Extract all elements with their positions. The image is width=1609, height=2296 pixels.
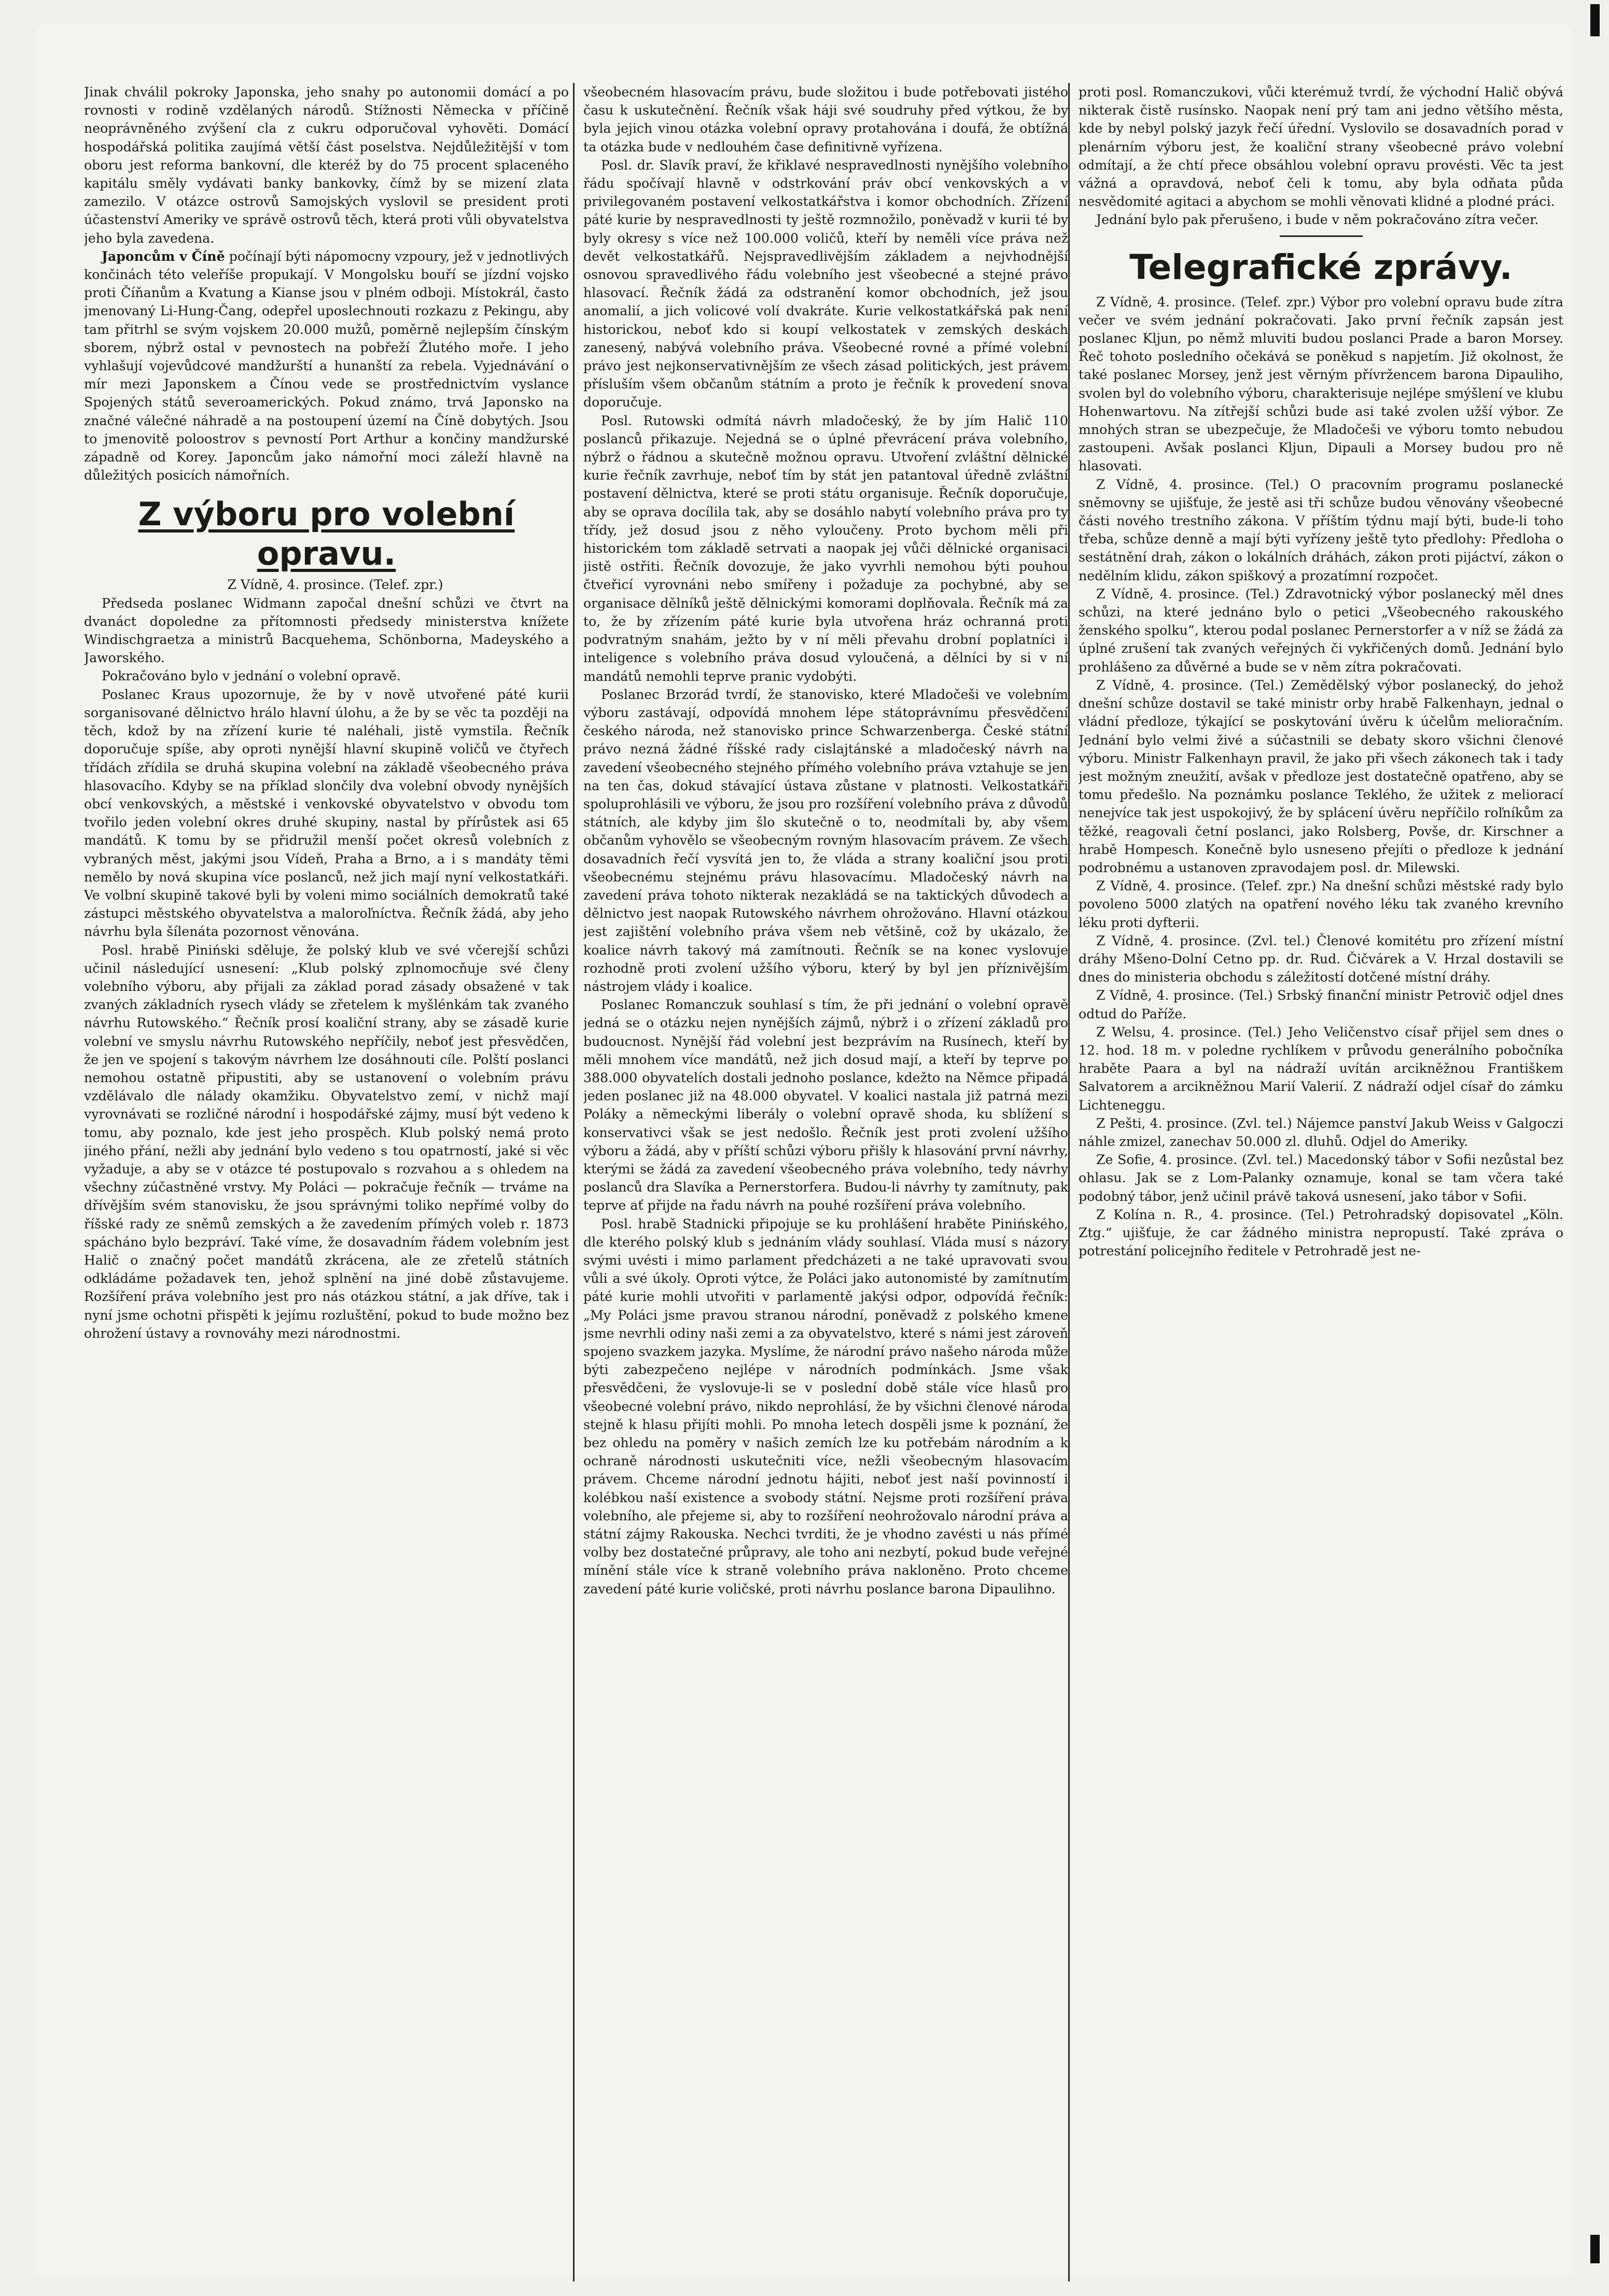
column-3	[1079, 83, 1563, 2281]
divider	[1280, 235, 1363, 237]
column-2	[583, 83, 1068, 2281]
paragraph	[84, 247, 569, 485]
paragraph: Posl. Rutowski odmítá návrh mladočeský, že by jím Halič 110 poslanců přikazuje. Nejedná se o úplné převrácení práva volebního, nýbrž o řádnou a skutečně možnou opravu. Utvoření zvláštní dělnické kurie řečník zavrhuje, neboť tím by stát jen patantoval úředně zvláštní postavení dělnictva, které se proti státu organisuje. Řečník doporučuje, aby se oprava docílila tak, aby se dosáhlo nabytí volebního práva pro ty třídy, jež dosud jsou z něho vyloučeny. Proto bychom měli při historickém tom základě setrvati a naopak jej vůči dělnické organisaci jistě ostřiti. Řečník dovozuje, že jako vyvrhli nemohou býti pouhou čtveřicí vyrovnáni nebo smířeny i požaduje za pochybné, aby se organisace dělníků ještě dělnickými komorami doplňovala. Řečník má za to, že by zřízením páté kurie byla utvořena hráz ochranná proti podvratným snahám, ježto by v ní měli převahu drobní poplatníci i inteligence s volebního práva dosud vyloučená, a dělníci by si v ní mandátů nemohli teprve pranic vydobýti.	[583, 413, 1068, 684]
dateline: Z Vídně, 4. prosince. (Telef. zpr.)	[227, 577, 443, 593]
telegram-item: Z Kolína n. R., 4. prosince. (Tel.) Petrohradský dopisovatel „Köln. Ztg.“ ujišťuje, že car žádného ministra nepropustí. Také zpráva o potrestání policejního ředitele v Petrohradě jest ne-	[1079, 1207, 1563, 1259]
paragraph: Poslanec Kraus upozornuje, že by v nově utvořené páté kurii sorganisované dělnictvo hrálo hlavní úlohu, a že by se věc ta později na těch, kdož by na zřízení kurie té naléhali, jistě vymstila. Řečník doporučuje spíše, aby oproti nynější hlavní skupině voličů ve čtyřech třídách zřídila se druhá skupina volební na základě všeobecného práva hlasovacího. Kdyby se na příklad slončily dva volební obvody nynějších obcí venkovských, a městské i venkovské obyvatelstvo v obvodu tom tvořilo jeden volební okres druhé skupiny, nastal by přírůstek asi 65 mandátů. K tomu by se přidružil menší počet okresů volebních z vybraných měst, jakými jsou Vídeň, Praha a Brno, a i s mandáty těmi nemělo by nová skupina více poslanců, než jich mají nyní velkostatkáři. Ve volbní skupině takové byli by voleni mimo sociálních demokratů také zástupci městského obyvatelstva a maloroľníctva. Řečník žádá, aby jeho návrhu byla šílenáta pozornost věnována.	[84, 687, 569, 940]
telegram-item: Z Vídně, 4. prosince. (Telef. zpr.) Na dnešní schůzi městské rady bylo povoleno 5000 zlatých na opatření nového léku tak zvaného krevního léku proti dyfterii.	[1079, 878, 1563, 930]
paragraph: Poslanec Brzorád tvrdí, že stanovisko, které Mladočeši ve volebním výboru zastávají, odpovídá mnohem lépe státoprávnímu přesvědčení českého národa, než stanovisko prince Schwarzenberga. České státní právo nezná žádné říšské rady cislajtánské a mladočeský návrh na zavedení všeobecného stejného přímého volebního práva vztahuje se jen na ten čas, dokud stávající ústava zůstane v platnosti. Velkostatkáři spoluprohlásili ve výboru, že jsou pro rozšíření volebního práva z důvodů státních, ale kdyby jim šlo skutečně o to, neodmítali by, aby všem občanům vyhovělo se všeobecným rovným hlasovacím právem. Ze všech dosavadních řečí vysvítá jen to, že vláda a strany koaliční jsou proti všeobecnému stejnému právu hlasovacímu. Mladočeský návrh na zavedení práva tohoto nikterak nezakládá se na taktických důvodech a dělnictvo jest naopak Rutowského návrhem ohrožováno. Hlavní otázkou jest zajištění volebního práva všem neb většině, což by ukázalo, že koalice návrh takový má zamítnouti. Řečník se na konec vyslovuje rozhodně proti zvolení užšího výboru, který by byl jen příznivějším nástrojem vlády i koalice.	[583, 687, 1068, 994]
paragraph: Předseda poslanec Widmann započal dnešní schůzi ve čtvrt na dvanáct dopoledne za přítomnosti předsedy ministerstva knížete Windischgraetza a ministrů Bacquehema, Schönborna, Madeyského a Jaworského.	[84, 595, 569, 666]
telegram-item: Z Vídně, 4. prosince. (Tel.) O pracovním programu poslanecké sněmovny se ujišťuje, že jestě asi tři schůze budou věnovány všeobecné části nového trestního zákona. V příštím týdnu mají býti, bude-li toho třeba, schůze denně a mají býti vyřízeny ještě tyto předlohy: Předloha o sestátnění drah, zákon o lokálních dráhách, zákon proti pijáctví, zákon o nedělním klidu, zákon spiškový a prozatímní rozpočet.	[1079, 477, 1563, 583]
paragraph-text: počínají býti nápomocny vzpoury, jež v jednotlivých končinách této veleříše propukají. V Mongolsku bouří se jízdní vojsko proti Číňanům a Kvatung a Kianse jsou v plném odboji. Místokrál, často jmenovaný Li-Hung-Čang, odepřel uposlechnouti rozkazu z Pekingu, aby tam přitrhl se svým vojskem 20.000 mužů, poměrně nejlepším čínským sborem, nýbrž ostal v pevnostech na pobřeží Žlutého moře. I jeho vyhlašují vojevůdcové mandžurští a hunanští za rebela. Vyjednávání o mír mezi Japonskem a Čínou vede se prostřednictvím vyslance Spojených států severoamerických. Pokud známo, trvá Japonsko na značné válečné náhradě a na postoupení území na Číně dobytých. Jsou to jmenovitě poloostrov s pevností Port Arthur a končiny mandžurské západně od Korey. Japoncům jako námořní moci záleží hlavně na důležitých posicích námořních.	[84, 248, 569, 483]
column-rule	[573, 83, 575, 2281]
telegram-item: Z Welsu, 4. prosince. (Tel.) Jeho Veličenstvo císař přijel sem dnes o 12. hod. 18 m. v poledne rychlíkem v průvodu generálního pobočníka hraběte Paara a byl na nádraží uvítán arcikněžnou Františkem Salvatorem a arcikněžnou Marií Valerií. Z nádraží odjel císař do zámku Lichteneggu.	[1079, 1024, 1563, 1113]
section-heading: Telegrafické zprávy.	[1129, 247, 1513, 287]
edge-mark-bottom	[1590, 2235, 1600, 2263]
column-1	[84, 83, 569, 2281]
telegram-item: Z Vídně, 4. prosince. (Tel.) Srbský finanční ministr Petrovič odjel dnes odtud do Paříže.	[1079, 988, 1563, 1021]
section-heading: Z výboru pro volební opravu.	[138, 495, 515, 573]
paragraph: Pokračováno bylo v jednání o volební opravě.	[102, 668, 401, 684]
telegram-item: Z Vídně, 4. prosince. (Tel.) Zemědělský výbor poslanecký, do jehož dnešní schůze dostavil se také ministr orby hrabě Falkenhayn, jednal o vládní předloze, týkající se poskytování úvěru k účelům melioračním. Jednání bylo velmi živé a súčastnili se debaty skoro všichni členové výboru. Ministr Falkenhayn pravil, že jako při všech zákonech tak i tady jest možným zneužití, avšak v předloze jest dostatečně opatřeno, aby se tomu předešlo. Na poznámku poslance Teklého, že užitek z meliorací nenejvíce tak jest uspokojivý, že by splácení úvěru nepříčilo roľníkům za těžké, reagovali četní poslanci, jako Rolsberg, Povše, dr. Kirschner a hrabě Hompesch. Konečně bylo usneseno přejíti o předloze k jednání podrobnému a ustanoven zpravodajem posl. dr. Milewski.	[1079, 677, 1563, 875]
paragraph: Posl. dr. Slavík praví, že křiklavé nespravedlnosti nynějšího volebního řádu spočívají hlavně v odstrkování práv obcí venkovských a v privilegovaném postavení velkostatkářstva i komor obchodních. Zřízení páté kurie by nespravedlnosti ty ještě rozmnožilo, poněvadž v kurii té by byly okresy s více než 100.000 voličů, kteří by neměli více práva než devět velkostatkářů. Nejspravedlivějším základem a nejvhodnější osnovou spravedlivého řádu volebního jest všeobecné a stejné právo hlasovací. Řečník žádá za odstranění komor obchodních, jež jsou anomalií, a jich volicové volí dvakráte. Kurie velkostatkářská pak není historickou, neboť kdo si koupí velkostatek v zemských deskách zanesený, nabývá volebního práva. Všeobecné rovné a přímé volební právo jest nejkonservativnějším ze všech zásad politických, jest právem přísluším všem občanům státním a proto je řečník k provedení snova doporučuje.	[583, 157, 1068, 410]
telegram-item: Z Vídně, 4. prosince. (Zvl. tel.) Členové komitétu pro zřízení místní dráhy Mšeno-Dolní Cetno pp. dr. Rud. Čičvárek a V. Hrzal dostavili se dnes do ministeria obchodu s záležitostí dotčené místní dráhy.	[1079, 933, 1563, 985]
paragraph: proti posl. Romanczukovi, vůči kterémuž tvrdí, že východní Halič obývá nikterak čistě rusínsko. Naopak není prý tam ani jedno většího města, kde by nebyl polský jazyk řečí úřední. Vyslovilo se dosavadních porad v plenárním výboru jest, že koaliční strany všeobecné právo volební odmítají, a že chtí přece obsáhlou volební opravu provésti. Věc ta jest vážná a opravdová, neboť čeli k tomu, aby byla odňata půda nesvědomité agitaci a abychom se mohli věnovati klidné a plodné práci.	[1079, 85, 1563, 209]
paragraph: všeobecném hlasovacím právu, bude složitou i bude potřebovati jistého času k uskutečnění. Řečník však háji své soudruhy před výtkou, že by byla jejich vinou otázka volební opravy protahována i doufá, že obtížná ta otázka bude v nedlouhém čase definitivně vyřízena.	[583, 85, 1068, 155]
paragraph: Poslanec Romanczuk souhlasí s tím, že při jednání o volební opravě jedná se o otázku nejen nynějších zájmů, nýbrž i o zřízení základů pro budoucnost. Nynější řád volební jest bezprávím na Rusínech, kteří by měli mnohem více mandátů, než jich dosud mají, a kteří by teprve po 388.000 obyvatelích dostali jednoho poslance, kdežto na Němce připadá jeden poslanec již na 48.000 obyvatel. V koalici nastala již patrná mezi Poláky a německými liberály o volební opravě shoda, ku sblížení s konservativci však se jest nedošlo. Řečník jest proti zvolení užšího výboru a žádá, aby v příští schůzi výboru přišly k hlasování první návrhy, kterými se žádá za zavedení všeobecného práva volebního, tedy návrhy poslanců dra Slavíka a Pernerstorfera. Budou-li návrhy ty zamítnuty, pak teprve ať přijde na řadu návrh na pouhé rozšíření práva volebního.	[583, 997, 1068, 1213]
telegram-item: Z Vídně, 4. prosince. (Telef. zpr.) Výbor pro volební opravu bude zítra večer ve svém jednání pokračovati. Jako první řečník zapsán jest poslanec Kljun, po němž mluviti budou poslanci Prade a baron Morsey. Řeč tohoto posledního očekává se poněkud s napjetím. Již okolnost, že také poslanec Morsey, jenž jest věrným přívržencem barona Dipauliho, svolen byl do volebního výboru, charakterisuje nejlépe smýšlení ve klubu Hohenwartovu. Na zítřejší schůzi bude asi také zvolen užší výbor. Ze mnohých stran se ubezpečuje, že Mladočeši ve výboru tomto nebudou zastoupeni. Avšak poslanci Kljun, Dipauli a Morsey budou pro ně hlasovati.	[1079, 294, 1563, 474]
paragraph: Jednání bylo pak přerušeno, i bude v něm pokračováno zítra večer.	[1096, 212, 1539, 228]
paragraph: Jinak chválil pokroky Japonska, jeho snahy po autonomii domácí a po rovnosti v rodině vzdělaných národů. Stížnosti Německa v příčině neoprávněného zvýšení cla z cukru odporučoval vyhověti. Domácí hospodářská politika zaujímá větší část poselstva. Nejdůležitější v tom oboru jest reforma bankovní, dle kteréž by do 75 procent splaceného kapitálu směly vydávati banky bankovky, čímž by se mizení zlata zamezilo. V otázce ostrovů Samojských vyslovil se president proti účastenství Ameriky ve správě ostrovů těch, která proti vůli obyvatelstva jeho byla zavedena.	[84, 85, 569, 246]
edge-mark-top	[1590, 4, 1600, 36]
paragraph: Posl. hrabě Piniński sděluje, že polský klub ve své včerejší schůzi učinil následující usnesení: „Klub polský zplnomocňuje své členy volebního výboru, aby přijali za základ porad zásady obsažené v tak zvaných základních rysech vlády se zřetelem k myšlénkám tak zvaného návrhu Rutowského.“ Řečník prosí koaliční strany, aby se zásadě kurie volební ve smyslu návrhu Rutowského nepříčily, neboť jest přesvědčen, že jen ve spojení s takovým návrhem lze dosáhnouti cíle. Polští poslanci nemohou ostatně připustiti, aby se ustanovení o volebním právu vzdělávalo dle nálady okamžiku. Obyvatelstvo zemí, v nichž mají vyrovnávati se rozličné národní i hospodářské zájmy, musí být vedeno k tomu, aby poznalo, kde jest jeho prospěch. Klub polský nemá proto jiného přání, nežli aby jednání bylo vedeno s tou opatrností, jaké si věc vyžaduje, a aby se v otázce té postupovalo s rozvahou a s ohledem na všechny zúčastněné vrstvy. My Poláci — pokračuje řečník — trváme na dřívějším svém stanovisku, že jsou správnými toliko nepřímé volby do říšské rady ze sněmů zemských a že zavedením přímých voleb r. 1873 spácháno bylo bezpráví. Také víme, že dosavadním řádem volebním jest Halič o značný počet mandátů zkrácena, ale ze zřetelů státních odkládáme požadavek ten, jehož splnění na jiné době zůstavujeme. Rozšíření práva volebního jest pro nás otázkou státní, a jak dříve, tak i nyní jsme ochotni přispěti k jejímu rozluštění, pokud to bude možno bez ohrožení ústavy a rovnováhy mezi národnostmi.	[84, 942, 569, 1341]
telegram-item: Z Vídně, 4. prosince. (Tel.) Zdravotnický výbor poslanecký měl dnes schůzi, na které jednáno bylo o petici „Všeobecného rakouského ženského spolku“, kterou podal poslanec Pernerstorfer a v níž se žádá za úplné zrušení tak zvaných veřejných či vykřičených domů. Jednání bylo prohlášeno za důvěrné a bude se v něm zítra pokračovati.	[1079, 586, 1563, 675]
column-rule	[1068, 83, 1070, 2281]
lead-in: Japoncům v Číně	[102, 248, 225, 264]
telegram-item: Ze Sofie, 4. prosince. (Zvl. tel.) Macedonský tábor v Sofii nezůstal bez ohlasu. Jak se z Lom-Palanky oznamuje, konal se tam včera také podobný tábor, jenž učinil právě taková usnesení, jako tábor v Sofii.	[1079, 1152, 1563, 1204]
telegram-item: Z Pešti, 4. prosince. (Zvl. tel.) Nájemce panství Jakub Weiss v Galgoczi náhle zmizel, zanechav 50.000 zl. dluhů. Odjel do Ameriky.	[1079, 1115, 1563, 1149]
paragraph: Posl. hrabě Stadnicki připojuje se ku prohlášení hraběte Pinińského, dle kterého polský klub s jednáním vlády souhlasí. Vláda musí s názory svými uvésti i mimo parlament předcházeti a ne také upravovati svou vůli a své úkoly. Oproti výtce, že Poláci jako autonomisté by zamítnutím páté kurie mohli utvořiti v parlamentě jakýsi odpor, odpovídá řečník: „My Poláci jsme pravou stranou národní, poněvadž z polského kmene jsme nevrhli odiny naši zemi a za obyvatelstvo, které s námi jest zároveň spojeno svazkem jazyka. Myslíme, že národní právo našeho národa může býti zabezpečeno nejlépe v národních podmínkách. Jsme však přesvědčeni, že vyslovuje-li se v poslední době stále více hlasů pro všeobecné volební právo, nikdo neprohlásí, že by všichni členové národa stejně k hlasu přijíti mohli. Po mnoha letech dospěli jsme k poznání, že bez ohledu na poměry v našich zemích lze ku potřebám národním a k ochraně národnosti uskutečniti více, nežli všeobecným hlasovacím právem. Chceme národní jednotu hájiti, neboť jest naší povinností i kolébkou naší existence a svobody státní. Nejsme proti rozšíření práva volebního, ale přejeme si, aby to rozšíření neohrožovalo národní práva a státní zájmy Rakouska. Nechci tvrditi, že je vhodno zavésti u nás přímé volby bez dostatečné průpravy, ale toho ani nezbytí, pokud bude veřejné mínění stále více k straně volebního práva nakloněno. Proto chceme zavedení páté kurie voličské, proti návrhu poslance barona Dipaulihno.	[583, 1216, 1068, 1597]
